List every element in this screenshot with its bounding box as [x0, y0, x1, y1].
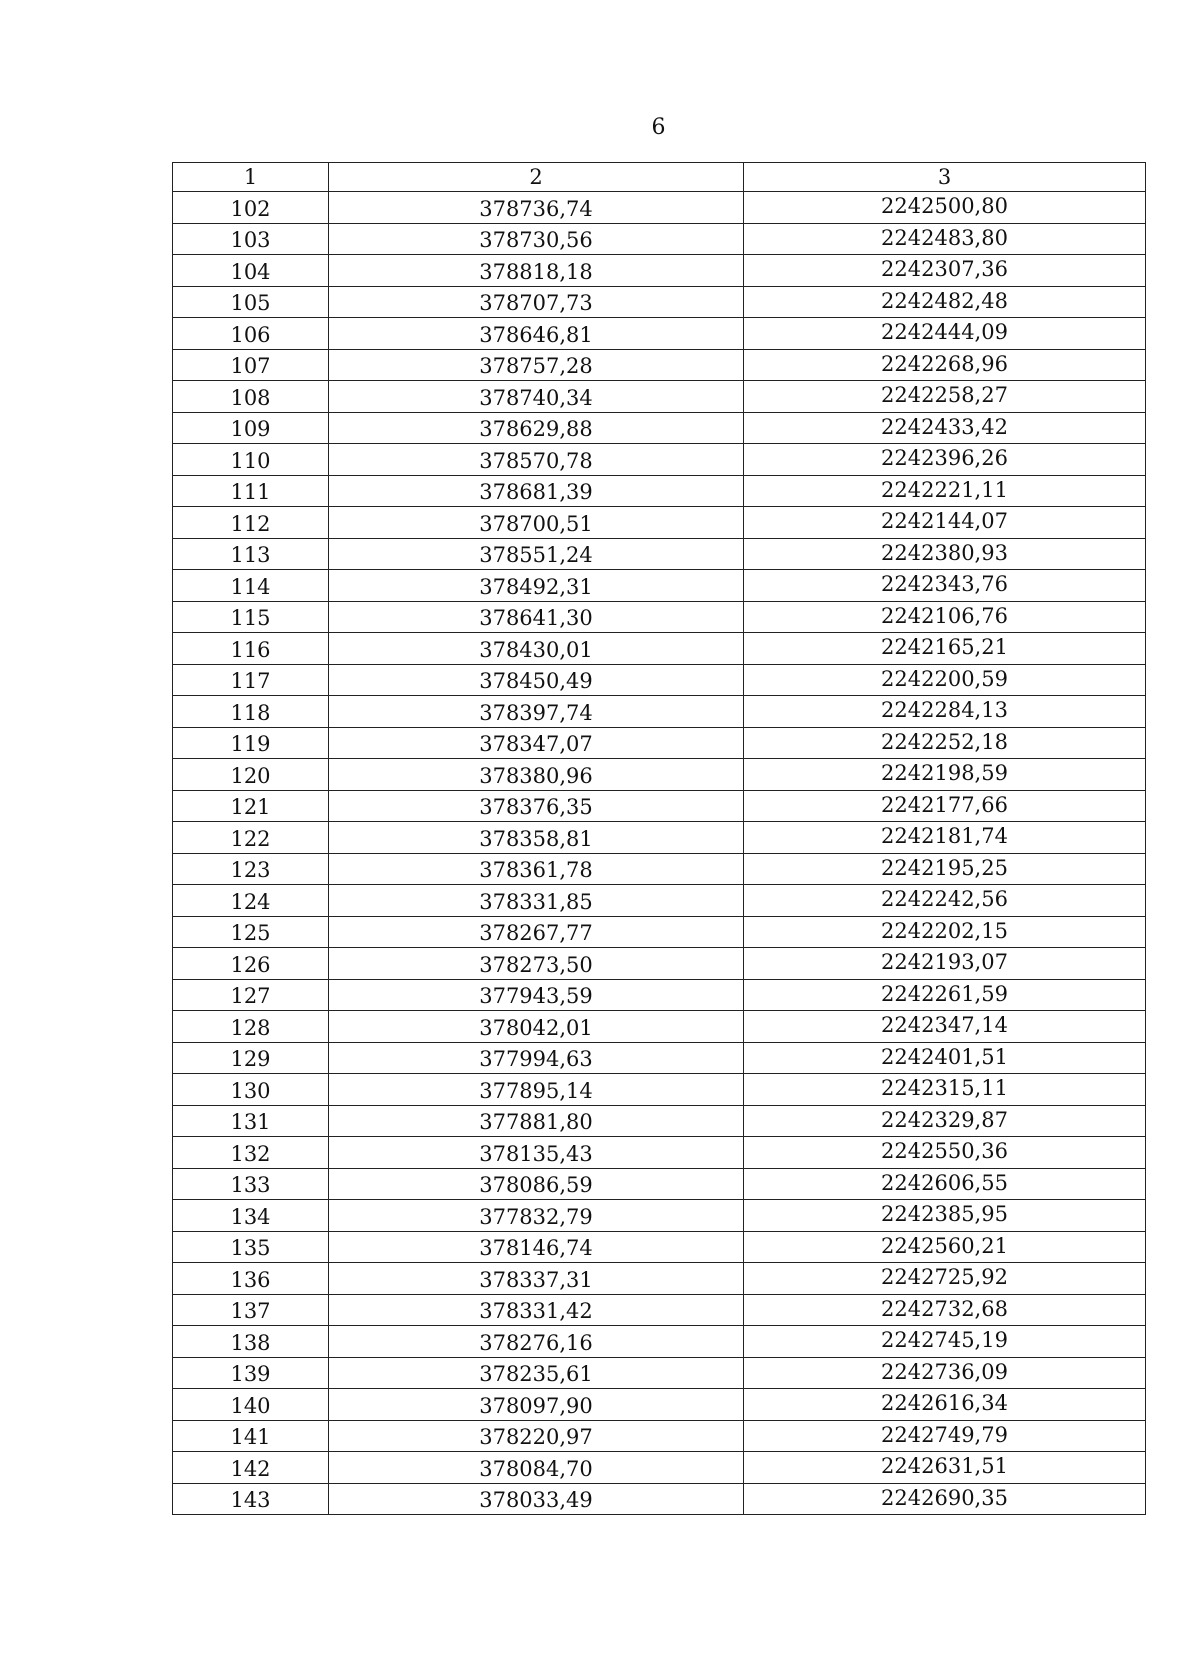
- point-number-cell: 133: [173, 1168, 329, 1200]
- x-coordinate-cell: 378331,42: [329, 1294, 744, 1326]
- y-coordinate-cell: 2242202,15: [744, 916, 1146, 948]
- y-coordinate-cell: 2242380,93: [744, 538, 1146, 570]
- x-coordinate-cell: 378331,85: [329, 885, 744, 917]
- point-number-cell: 119: [173, 727, 329, 759]
- table-row: [173, 664, 1146, 696]
- table-row: [173, 1011, 1146, 1043]
- table-row: [173, 1294, 1146, 1326]
- header-col-2: 2: [329, 163, 744, 192]
- table-row: [173, 601, 1146, 633]
- point-number-cell: 118: [173, 696, 329, 728]
- point-number-cell: 112: [173, 507, 329, 539]
- y-coordinate-cell: 2242343,76: [744, 570, 1146, 602]
- y-coordinate-cell: 2242165,21: [744, 633, 1146, 665]
- table-row: [173, 192, 1146, 224]
- table-row: [173, 1105, 1146, 1137]
- table-row: [173, 916, 1146, 948]
- table-row: [173, 1200, 1146, 1232]
- x-coordinate-cell: 378492,31: [329, 570, 744, 602]
- y-coordinate-cell: 2242315,11: [744, 1074, 1146, 1106]
- table-body: [173, 192, 1146, 1515]
- point-number-cell: 136: [173, 1263, 329, 1295]
- x-coordinate-cell: 378397,74: [329, 696, 744, 728]
- table-row: [173, 1231, 1146, 1263]
- point-number-cell: 127: [173, 979, 329, 1011]
- point-number-cell: 125: [173, 916, 329, 948]
- table-row: [173, 1389, 1146, 1421]
- table-row: [173, 790, 1146, 822]
- table-row: [173, 979, 1146, 1011]
- table-row: [173, 507, 1146, 539]
- x-coordinate-cell: 378629,88: [329, 412, 744, 444]
- table-row: [173, 1074, 1146, 1106]
- table-row: [173, 570, 1146, 602]
- point-number-cell: 130: [173, 1074, 329, 1106]
- x-coordinate-cell: 378570,78: [329, 444, 744, 476]
- y-coordinate-cell: 2242444,09: [744, 318, 1146, 350]
- y-coordinate-cell: 2242606,55: [744, 1168, 1146, 1200]
- x-coordinate-cell: 377994,63: [329, 1042, 744, 1074]
- x-coordinate-cell: 378700,51: [329, 507, 744, 539]
- y-coordinate-cell: 2242560,21: [744, 1231, 1146, 1263]
- table-row: [173, 727, 1146, 759]
- y-coordinate-cell: 2242500,80: [744, 192, 1146, 224]
- point-number-cell: 139: [173, 1357, 329, 1389]
- x-coordinate-cell: 378730,56: [329, 223, 744, 255]
- table-header: [173, 163, 1146, 192]
- y-coordinate-cell: 2242433,42: [744, 412, 1146, 444]
- table-row: [173, 1357, 1146, 1389]
- x-coordinate-cell: 378450,49: [329, 664, 744, 696]
- x-coordinate-cell: 377943,59: [329, 979, 744, 1011]
- table-row: [173, 822, 1146, 854]
- x-coordinate-cell: 378358,81: [329, 822, 744, 854]
- point-number-cell: 120: [173, 759, 329, 791]
- table-row: [173, 255, 1146, 287]
- x-coordinate-cell: 378361,78: [329, 853, 744, 885]
- x-coordinate-cell: 378276,16: [329, 1326, 744, 1358]
- y-coordinate-cell: 2242193,07: [744, 948, 1146, 980]
- point-number-cell: 116: [173, 633, 329, 665]
- x-coordinate-cell: 378146,74: [329, 1231, 744, 1263]
- table-row: [173, 381, 1146, 413]
- table-row: [173, 318, 1146, 350]
- y-coordinate-cell: 2242745,19: [744, 1326, 1146, 1358]
- y-coordinate-cell: 2242284,13: [744, 696, 1146, 728]
- point-number-cell: 108: [173, 381, 329, 413]
- table-row: [173, 444, 1146, 476]
- point-number-cell: 113: [173, 538, 329, 570]
- y-coordinate-cell: 2242631,51: [744, 1452, 1146, 1484]
- y-coordinate-cell: 2242550,36: [744, 1137, 1146, 1169]
- table-row: [173, 1137, 1146, 1169]
- y-coordinate-cell: 2242725,92: [744, 1263, 1146, 1295]
- y-coordinate-cell: 2242181,74: [744, 822, 1146, 854]
- point-number-cell: 117: [173, 664, 329, 696]
- point-number-cell: 103: [173, 223, 329, 255]
- x-coordinate-cell: 378135,43: [329, 1137, 744, 1169]
- table-row: [173, 1326, 1146, 1358]
- y-coordinate-cell: 2242736,09: [744, 1357, 1146, 1389]
- x-coordinate-cell: 378641,30: [329, 601, 744, 633]
- x-coordinate-cell: 378681,39: [329, 475, 744, 507]
- point-number-cell: 124: [173, 885, 329, 917]
- point-number-cell: 104: [173, 255, 329, 287]
- x-coordinate-cell: 378818,18: [329, 255, 744, 287]
- table-row: [173, 286, 1146, 318]
- x-coordinate-cell: 378376,35: [329, 790, 744, 822]
- point-number-cell: 123: [173, 853, 329, 885]
- y-coordinate-cell: 2242347,14: [744, 1011, 1146, 1043]
- point-number-cell: 134: [173, 1200, 329, 1232]
- y-coordinate-cell: 2242106,76: [744, 601, 1146, 633]
- point-number-cell: 129: [173, 1042, 329, 1074]
- x-coordinate-cell: 378086,59: [329, 1168, 744, 1200]
- table-row: [173, 349, 1146, 381]
- y-coordinate-cell: 2242690,35: [744, 1483, 1146, 1515]
- x-coordinate-cell: 378380,96: [329, 759, 744, 791]
- y-coordinate-cell: 2242200,59: [744, 664, 1146, 696]
- point-number-cell: 111: [173, 475, 329, 507]
- y-coordinate-cell: 2242616,34: [744, 1389, 1146, 1421]
- y-coordinate-cell: 2242732,68: [744, 1294, 1146, 1326]
- point-number-cell: 141: [173, 1420, 329, 1452]
- x-coordinate-cell: 378235,61: [329, 1357, 744, 1389]
- point-number-cell: 138: [173, 1326, 329, 1358]
- point-number-cell: 107: [173, 349, 329, 381]
- table-row: [173, 948, 1146, 980]
- table-row: [173, 853, 1146, 885]
- point-number-cell: 132: [173, 1137, 329, 1169]
- x-coordinate-cell: 378220,97: [329, 1420, 744, 1452]
- table-row: [173, 412, 1146, 444]
- table-row: [173, 1452, 1146, 1484]
- x-coordinate-cell: 378757,28: [329, 349, 744, 381]
- point-number-cell: 135: [173, 1231, 329, 1263]
- header-row: [173, 163, 1146, 192]
- x-coordinate-cell: 378337,31: [329, 1263, 744, 1295]
- x-coordinate-cell: 378267,77: [329, 916, 744, 948]
- x-coordinate-cell: 378042,01: [329, 1011, 744, 1043]
- y-coordinate-cell: 2242144,07: [744, 507, 1146, 539]
- x-coordinate-cell: 378430,01: [329, 633, 744, 665]
- y-coordinate-cell: 2242221,11: [744, 475, 1146, 507]
- point-number-cell: 142: [173, 1452, 329, 1484]
- y-coordinate-cell: 2242252,18: [744, 727, 1146, 759]
- point-number-cell: 105: [173, 286, 329, 318]
- y-coordinate-cell: 2242198,59: [744, 759, 1146, 791]
- table-row: [173, 1168, 1146, 1200]
- y-coordinate-cell: 2242329,87: [744, 1105, 1146, 1137]
- table-row: [173, 759, 1146, 791]
- x-coordinate-cell: 377832,79: [329, 1200, 744, 1232]
- y-coordinate-cell: 2242258,27: [744, 381, 1146, 413]
- x-coordinate-cell: 378740,34: [329, 381, 744, 413]
- table-row: [173, 696, 1146, 728]
- page-number: 6: [651, 115, 666, 140]
- point-number-cell: 110: [173, 444, 329, 476]
- y-coordinate-cell: 2242195,25: [744, 853, 1146, 885]
- point-number-cell: 109: [173, 412, 329, 444]
- coordinates-table: [172, 162, 1146, 1515]
- point-number-cell: 115: [173, 601, 329, 633]
- table-row: [173, 633, 1146, 665]
- table-row: [173, 1263, 1146, 1295]
- table-row: [173, 1420, 1146, 1452]
- point-number-cell: 106: [173, 318, 329, 350]
- x-coordinate-cell: 377881,80: [329, 1105, 744, 1137]
- x-coordinate-cell: 378097,90: [329, 1389, 744, 1421]
- y-coordinate-cell: 2242401,51: [744, 1042, 1146, 1074]
- x-coordinate-cell: 378084,70: [329, 1452, 744, 1484]
- y-coordinate-cell: 2242242,56: [744, 885, 1146, 917]
- x-coordinate-cell: 378551,24: [329, 538, 744, 570]
- table-row: [173, 885, 1146, 917]
- x-coordinate-cell: 378736,74: [329, 192, 744, 224]
- x-coordinate-cell: 378033,49: [329, 1483, 744, 1515]
- point-number-cell: 114: [173, 570, 329, 602]
- y-coordinate-cell: 2242483,80: [744, 223, 1146, 255]
- point-number-cell: 137: [173, 1294, 329, 1326]
- x-coordinate-cell: 378347,07: [329, 727, 744, 759]
- y-coordinate-cell: 2242307,36: [744, 255, 1146, 287]
- point-number-cell: 121: [173, 790, 329, 822]
- point-number-cell: 122: [173, 822, 329, 854]
- y-coordinate-cell: 2242177,66: [744, 790, 1146, 822]
- y-coordinate-cell: 2242396,26: [744, 444, 1146, 476]
- table-row: [173, 538, 1146, 570]
- x-coordinate-cell: 378707,73: [329, 286, 744, 318]
- table-row: [173, 1483, 1146, 1515]
- table-row: [173, 475, 1146, 507]
- y-coordinate-cell: 2242261,59: [744, 979, 1146, 1011]
- x-coordinate-cell: 378646,81: [329, 318, 744, 350]
- header-col-1: 1: [173, 163, 329, 192]
- header-col-3: 3: [744, 163, 1146, 192]
- point-number-cell: 102: [173, 192, 329, 224]
- table-row: [173, 223, 1146, 255]
- y-coordinate-cell: 2242268,96: [744, 349, 1146, 381]
- x-coordinate-cell: 377895,14: [329, 1074, 744, 1106]
- point-number-cell: 140: [173, 1389, 329, 1421]
- x-coordinate-cell: 378273,50: [329, 948, 744, 980]
- point-number-cell: 128: [173, 1011, 329, 1043]
- point-number-cell: 143: [173, 1483, 329, 1515]
- point-number-cell: 131: [173, 1105, 329, 1137]
- y-coordinate-cell: 2242482,48: [744, 286, 1146, 318]
- y-coordinate-cell: 2242385,95: [744, 1200, 1146, 1232]
- point-number-cell: 126: [173, 948, 329, 980]
- y-coordinate-cell: 2242749,79: [744, 1420, 1146, 1452]
- table-row: [173, 1042, 1146, 1074]
